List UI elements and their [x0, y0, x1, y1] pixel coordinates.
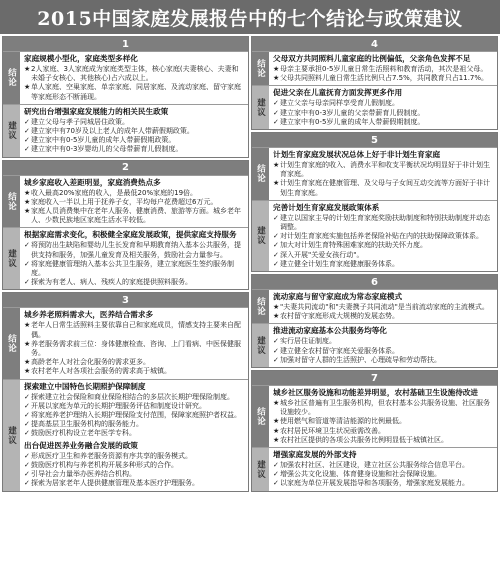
star-icon: ★: [273, 435, 280, 444]
check-icon: ✓: [24, 136, 30, 145]
item-text: 实行居住证制度。: [280, 337, 336, 346]
star-icon: ★: [24, 207, 31, 216]
section-2: [2, 160, 249, 291]
item-text: 建立健全计划生育家庭健康服务体系。: [280, 259, 399, 268]
list-item: [273, 74, 494, 83]
check-icon: ✓: [273, 213, 279, 222]
item-text: 农村老年人对各项社会服务的需求高于城镇。: [31, 367, 171, 376]
block-content: [20, 176, 248, 228]
item-text: 建立家中有0-3岁婴幼儿的父母带薪育儿假制度。: [31, 145, 183, 154]
list-item: [273, 417, 494, 426]
list-item: [273, 118, 494, 127]
block-content: [269, 448, 497, 491]
block-title: 城乡社区服务设施和功能差异明显，农村基础卫生设施待改进: [273, 388, 479, 398]
item-text: 探索为有老人、病人、残疾人的家庭提供照料服务。: [31, 278, 192, 287]
star-icon: ★: [24, 367, 31, 376]
section-number: 6: [252, 275, 497, 289]
item-text: 探索建立社会保险和商业保险相结合的多层次长期护理保险制度。: [31, 392, 234, 401]
item-text: 以家庭为单位开展发展指导和各项服务，增强家庭发展能力。: [280, 479, 469, 488]
star-icon: ★: [273, 312, 280, 321]
block-title: 计划生育家庭发展状况总体上好于非计划生育家庭: [273, 150, 441, 160]
conclusion-block: [3, 307, 248, 378]
block-title: 增强家庭发展的外部支持: [273, 450, 357, 460]
block-tag: 结论: [252, 52, 269, 85]
check-icon: ✓: [273, 99, 279, 108]
item-text: 计划生育家庭的收入、消费水平和收支平衡状况均明显好于非计划生育家庭。: [280, 161, 490, 179]
block-content: [269, 386, 497, 447]
block-title: 促进父亲在儿童抚育方面发挥更多作用: [273, 88, 403, 98]
block-title: 推进流动家庭基本公共服务均等化: [273, 326, 387, 336]
right-column: [251, 36, 498, 576]
star-icon: ★: [273, 179, 280, 188]
block-tag: 结论: [252, 386, 269, 447]
item-text: 将预防出生缺陷和婴幼儿生长发育和早期教育纳入基本公共服务，提供支持和服务，加强儿童发育及相关服务，鼓励社会力量参与。: [31, 241, 241, 259]
block-content: [269, 52, 497, 85]
suggestion-block: [252, 200, 497, 271]
block-title: 家庭规模小型化，家庭类型多样化: [24, 54, 138, 63]
suggestion-block: [3, 227, 248, 289]
block-content: [20, 228, 248, 289]
item-text: 养老服务需求前三位：身体健康检查、咨询、上门看病、中医保健服务。: [31, 339, 241, 358]
block-tag: 建议: [252, 86, 269, 129]
item-text: 建立父亲与母亲同样享受育儿假制度。: [280, 99, 399, 108]
check-icon: ✓: [24, 429, 30, 438]
section-number: 1: [3, 37, 248, 51]
section-number: 5: [252, 133, 497, 147]
list-item: [273, 179, 494, 197]
star-icon: ★: [273, 74, 280, 83]
list-item: [273, 65, 494, 74]
item-text: 建立家中有0-3岁儿童的父亲带薪育儿假制度。: [280, 108, 425, 117]
list-item: [273, 260, 494, 269]
item-text: 增强公共文化设施、体育健身设施和社会保障设施。: [280, 470, 441, 479]
block-content: [20, 380, 248, 491]
list-item: [24, 479, 245, 488]
block-tag: 结论: [252, 290, 269, 323]
list-item: [24, 321, 245, 339]
item-text: 鼓励医疗机构设立老年医学专科。: [31, 429, 136, 438]
item-text: 建立父母与孝子同城居住政策。: [31, 117, 129, 126]
block-content: [269, 86, 497, 129]
conclusion-block: [252, 147, 497, 200]
item-text: 母亲主要承担0-5岁儿童日常生活照料和教育活动，其次是祖父母。: [280, 65, 488, 73]
star-icon: ★: [24, 65, 31, 73]
block-content: [269, 290, 497, 323]
block-tag: 建议: [3, 105, 20, 157]
section-1: [2, 36, 249, 158]
item-text: 老年人日常生活照料主要依靠自己和家庭成员，情感支持主要来自配偶。: [31, 321, 241, 339]
conclusion-block: [252, 385, 497, 447]
list-item: [24, 83, 245, 101]
star-icon: ★: [24, 188, 31, 197]
item-text: 对计划生育家庭实施包括养老保险补贴在内的扶助保障政策体系。: [280, 232, 483, 241]
check-icon: ✓: [24, 392, 30, 401]
item-text: 农村留守家庭形成大规模的发展态势。: [280, 312, 399, 321]
block-title: 城乡养老照料需求大，医养结合需求多: [24, 310, 154, 320]
suggestion-block: [3, 104, 248, 157]
section-3: [2, 292, 249, 491]
block-tag: 建议: [252, 201, 269, 271]
conclusion-block: [252, 51, 497, 85]
block-content: [20, 105, 248, 157]
block-content: [20, 308, 248, 378]
list-item: [24, 402, 245, 411]
list-item: [24, 340, 245, 358]
star-icon: ★: [273, 417, 280, 426]
star-icon: ★: [273, 426, 280, 435]
item-text: 加强对留守人群的生活照护、心理疏导和劳动帮扶。: [280, 355, 441, 364]
item-text: 单人家庭、空巢家庭、单亲家庭、同居家庭、及流动家庭、留守家庭等家庭形态不断涌现。: [31, 83, 241, 101]
conclusion-block: [3, 175, 248, 228]
star-icon: ★: [273, 399, 280, 408]
section-number: 3: [3, 293, 248, 307]
check-icon: ✓: [273, 259, 279, 268]
item-text: 建立健全农村留守家庭关爱服务体系。: [280, 346, 399, 355]
star-icon: ★: [24, 339, 31, 348]
section-4: [251, 36, 498, 130]
check-icon: ✓: [273, 232, 279, 241]
block-content: [269, 148, 497, 200]
item-text: 探索为居家老年人提供健康管理及基本医疗护理服务。: [31, 479, 199, 488]
list-item: [24, 411, 245, 420]
list-item: [24, 118, 245, 127]
item-text: 计划生育家庭在健康管理、及父母与子女间互动交流等方面好于非计划生育家庭。: [280, 179, 490, 197]
star-icon: ★: [273, 303, 280, 312]
block-title: 完善计划生育家庭发展政策体系: [273, 202, 380, 212]
block-content: [269, 201, 497, 271]
list-item: [24, 393, 245, 402]
block-content: [269, 324, 497, 367]
check-icon: ✓: [24, 470, 30, 479]
item-text: 开展以家庭为单元的长期护理服务评估和制度设计研究。: [31, 401, 206, 410]
check-icon: ✓: [24, 460, 30, 469]
check-icon: ✓: [24, 117, 30, 126]
item-text: 引导社会力量举办医养结合机构。: [31, 470, 136, 479]
star-icon: ★: [24, 197, 31, 206]
check-icon: ✓: [273, 250, 279, 259]
block-title: 探索建立中国特色长期照护保障制度: [24, 381, 146, 391]
block-tag: 结论: [3, 308, 20, 378]
suggestion-block: [252, 323, 497, 367]
star-icon: ★: [24, 358, 31, 367]
conclusion-block: [3, 51, 248, 104]
item-text: 农村居民环境卫生状况亟需改善。: [280, 426, 385, 435]
section-number: 2: [3, 161, 248, 175]
check-icon: ✓: [24, 411, 30, 420]
block-content: [20, 52, 248, 104]
list-item: [273, 241, 494, 250]
check-icon: ✓: [273, 355, 279, 364]
item-text: 家庭人员消费集中在老年人服务、健康消费、旅游等方面。城乡老年人、少数民族地区家庭生活水平较低。: [31, 207, 241, 225]
list-item: [24, 145, 245, 154]
list-item: [24, 65, 245, 83]
block-tag: 结论: [3, 176, 20, 228]
item-text: 形成医疗卫生和养老服务资源有序共享的服务模式。: [31, 451, 192, 460]
list-item: [273, 337, 494, 346]
section-6: [251, 274, 498, 368]
check-icon: ✓: [24, 127, 30, 136]
list-item: [273, 427, 494, 436]
list-item: [24, 429, 245, 438]
check-icon: ✓: [24, 479, 30, 488]
block-tag: 结论: [3, 52, 20, 104]
list-item: [273, 356, 494, 365]
check-icon: ✓: [24, 259, 30, 268]
block-title: 父母双方共同照料儿童家庭的比例偏低，父亲角色发挥不足: [273, 54, 471, 63]
block-subtitle: 出台促进医养业务融合发展的政策: [24, 440, 138, 450]
list-item: [24, 278, 245, 287]
list-item: [24, 127, 245, 136]
block-tag: 建议: [252, 448, 269, 491]
check-icon: ✓: [24, 241, 30, 250]
item-text: 提高基层卫生服务机构的服务能力。: [31, 420, 143, 429]
item-text: 父母共同照料儿童日常生活比例只占7.5%，共同教育只占11.7%。: [280, 74, 489, 83]
section-5: [251, 132, 498, 272]
conclusion-block: [252, 289, 497, 323]
check-icon: ✓: [24, 278, 30, 287]
list-item: [24, 260, 245, 278]
check-icon: ✓: [273, 346, 279, 355]
check-icon: ✓: [24, 401, 30, 410]
list-item: [24, 452, 245, 461]
check-icon: ✓: [273, 108, 279, 117]
list-item: [273, 161, 494, 179]
block-title: 城乡家庭收入差距明显，家庭消费热点多: [24, 177, 161, 187]
list-item: [24, 241, 245, 259]
list-item: [24, 198, 245, 207]
item-text: 收入最高20%家庭的收入，是最低20%家庭的19倍。: [31, 188, 198, 197]
check-icon: ✓: [273, 470, 279, 479]
item-text: "夫妻共同流动"和"夫妻携子共同流动"是当前流动家庭的主流模式。: [280, 303, 489, 312]
item-text: 加强农村社区、社区建设，建立社区公共服务综合信息平台。: [280, 461, 469, 470]
list-item: [273, 479, 494, 488]
check-icon: ✓: [273, 241, 279, 250]
item-text: 将家庭健康管理纳入基本公共卫生服务，建立家庭医生签约服务制度。: [31, 259, 234, 278]
check-icon: ✓: [273, 479, 279, 488]
page-title: 2015中国家庭发展报告中的七个结论与政策建议: [0, 0, 500, 34]
block-title: 研究出台增强家庭发展能力的相关民生政策: [24, 106, 169, 116]
check-icon: ✓: [24, 420, 30, 429]
list-item: [24, 367, 245, 376]
list-item: [273, 251, 494, 260]
item-text: 加大对计划生育特殊困难家庭的扶助关怀力度。: [280, 241, 427, 250]
star-icon: ★: [24, 83, 31, 92]
item-text: 家庭收入一半以上用于抚养子女，平均每户花费超过6万元。: [31, 197, 218, 206]
check-icon: ✓: [24, 145, 30, 154]
list-item: [273, 214, 494, 232]
item-text: 鼓励医疗机构与养老机构开展多种形式的合作。: [31, 460, 178, 469]
item-text: 将家庭养老护理纳入长期护理保险支付范围，保障家庭照护者权益。: [31, 411, 241, 420]
star-icon: ★: [273, 65, 280, 73]
list-item: [24, 470, 245, 479]
suggestion-block: [252, 447, 497, 491]
item-text: 2人家庭、3人家庭成为家庭类型主体，核心家庭(夫妻核心、夫妻和未婚子女核心、其他核心)占六成以上。: [31, 65, 239, 83]
section-number: 7: [252, 371, 497, 385]
list-item: [24, 461, 245, 470]
star-icon: ★: [24, 321, 31, 330]
item-text: 使用燃气和管道等清洁能源的比例最低。: [280, 417, 406, 426]
item-text: 深入开展"关爱女孩行动"。: [280, 250, 364, 259]
item-text: 城乡社区普遍有卫生服务机构，但农村基本公共服务设施、社区服务设施较少。: [280, 399, 490, 417]
list-item: [273, 312, 494, 321]
suggestion-block: [3, 379, 248, 491]
item-text: 高龄老年人对社会化服务的需求更多。: [31, 358, 150, 367]
block-tag: 结论: [252, 148, 269, 200]
block-tag: 建议: [252, 324, 269, 367]
item-text: 农村社区提供的各项公共服务比例明显低于城镇社区。: [280, 435, 448, 444]
check-icon: ✓: [273, 117, 279, 126]
item-text: 建立以国家主导的计划生育家庭奖励扶助制度和特别扶助制度并动态调整。: [280, 213, 490, 232]
block-title: 流动家庭与留守家庭成为常态家庭模式: [273, 292, 403, 302]
list-item: [273, 461, 494, 470]
check-icon: ✓: [24, 451, 30, 460]
block-tag: 建议: [3, 380, 20, 491]
item-text: 建立家中有0-5岁儿童的成年人带薪假期政策。: [31, 136, 176, 145]
block-title: 根据家庭需求变化，积极健全家庭发展政策，提供家庭支持服务: [24, 230, 237, 240]
list-item: [273, 109, 494, 118]
list-item: [273, 303, 494, 312]
section-number: 4: [252, 37, 497, 51]
list-item: [24, 207, 245, 225]
item-text: 建立家中有70岁及以上老人的成年人带薪假期政策。: [31, 127, 194, 136]
item-text: 建立家中有0-5岁儿童的成年人带薪假期制度。: [280, 117, 425, 126]
star-icon: ★: [273, 161, 280, 170]
section-7: [251, 370, 498, 492]
list-item: [273, 347, 494, 356]
list-item: [24, 189, 245, 198]
check-icon: ✓: [273, 461, 279, 470]
list-item: [273, 399, 494, 417]
left-column: [2, 36, 249, 576]
block-tag: 建议: [3, 228, 20, 289]
check-icon: ✓: [273, 337, 279, 346]
suggestion-block: [252, 85, 497, 129]
list-item: [273, 99, 494, 108]
list-item: [273, 436, 494, 445]
